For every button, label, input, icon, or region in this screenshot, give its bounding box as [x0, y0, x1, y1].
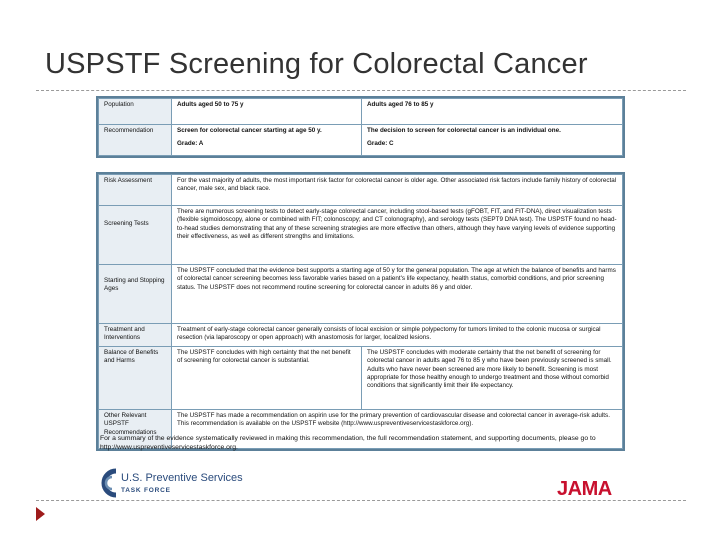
row-label: Balance of Benefits and Harms: [99, 347, 172, 410]
population-recommendation-table: [96, 96, 625, 158]
details-table: [96, 172, 625, 451]
table-row: [99, 125, 623, 156]
footer-divider: [36, 500, 686, 501]
row-label: Screening Tests: [99, 206, 172, 265]
recommendation-text: The decision to screen for colorectal cancer is an individual one.: [367, 127, 561, 134]
logo-text: U.S. Preventive Services: [121, 472, 243, 484]
row-label: Starting and Stopping Ages: [99, 265, 172, 324]
row-label: Other Relevant USPSTF Recommendations: [99, 410, 172, 449]
population-cell: Adults aged 50 to 75 y: [172, 99, 362, 125]
page-title: USPSTF Screening for Colorectal Cancer: [45, 48, 588, 80]
recommendation-text: Screen for colorectal cancer starting at age 50 y.: [177, 127, 322, 134]
recommendation-cell: [362, 125, 623, 156]
uspstf-logo: [96, 466, 246, 498]
logo-subtext: TASK FORCE: [121, 487, 171, 494]
row-text: The USPSTF has made a recommendation on aspirin use for the primary prevention of cardiovascular disease and colorectal cancer in average-risk adults. This recommendation is available on the USPSTF website (http://www.uspreventiveservicestaskforce.org).: [172, 410, 623, 449]
row-label: Risk Assessment: [99, 175, 172, 206]
row-text: For the vast majority of adults, the most important risk factor for colorectal cancer is older age. Other associated risk factors include family history of colorectal cancer, male sex, and black race.: [172, 175, 623, 206]
population-cell: Adults aged 76 to 85 y: [362, 99, 623, 125]
recommendation-cell: [172, 125, 362, 156]
grade-label: Grade: A: [177, 140, 204, 148]
grade-label: Grade: C: [367, 140, 394, 148]
table-row: [99, 206, 623, 265]
benefits-cell: The USPSTF concludes with moderate certainty that the net benefit of screening for colorectal cancer in adults aged 76 to 85 y who have been previously screened is small. Adults who have never been screened are more likely to benefit. Screening is most appropriate for those healthy enough to undergo treatment and those without comorbid conditions that significantly limit their life expectancy.: [362, 347, 623, 410]
jama-logo: JAMA: [557, 478, 612, 500]
table-row: [99, 265, 623, 324]
row-text: The USPSTF concluded that the evidence best supports a starting age of 50 y for the general population. The age at which the balance of benefits and harms of colorectal cancer screening becomes less favorable varies based on a patient's life expectancy, health status, comorbid conditions, and prior screening status. The USPSTF does not recommend routine screening for colorectal cancer in adults 86 y and older.: [172, 265, 623, 324]
table-row: [99, 99, 623, 125]
row-label: Treatment and Interventions: [99, 324, 172, 347]
table-row: [99, 175, 623, 206]
footnote: For a summary of the evidence systematically reviewed in making this recommendation, the full recommendation statement, and supporting documents, please go to http://www.uspreventiveservicestaskforce.org.: [100, 435, 596, 451]
row-label: Population: [99, 99, 172, 125]
title-divider: [36, 90, 686, 91]
benefits-cell: The USPSTF concludes with high certainty that the net benefit of screening for colorectal cancer is substantial.: [172, 347, 362, 410]
uspstf-logo-icon: [96, 468, 120, 498]
row-text: Treatment of early-stage colorectal cancer generally consists of local excision or simple polypectomy for tumors limited to the colonic mucosa or surgical resection (via laparoscopy or open approach) with anastomosis for larger, localized lesions.: [172, 324, 623, 347]
row-label: Recommendation: [99, 125, 172, 156]
triangle-bullet-icon: [36, 507, 45, 521]
row-text: There are numerous screening tests to detect early-stage colorectal cancer, including stool-based tests (gFOBT, FIT, and FIT-DNA), direct visualization tests (flexible sigmoidoscopy, alone or combined with FIT; colonoscopy; and CT colonography), and serology tests (SEPT9 DNA test). The USPSTF found no head-to-head studies demonstrating that any of these screening strategies are more effective than others, although they have varying levels of evidence supporting their effectiveness, as well as different strengths and limitations.: [172, 206, 623, 265]
table-row: [99, 324, 623, 347]
table-row: [99, 347, 623, 410]
